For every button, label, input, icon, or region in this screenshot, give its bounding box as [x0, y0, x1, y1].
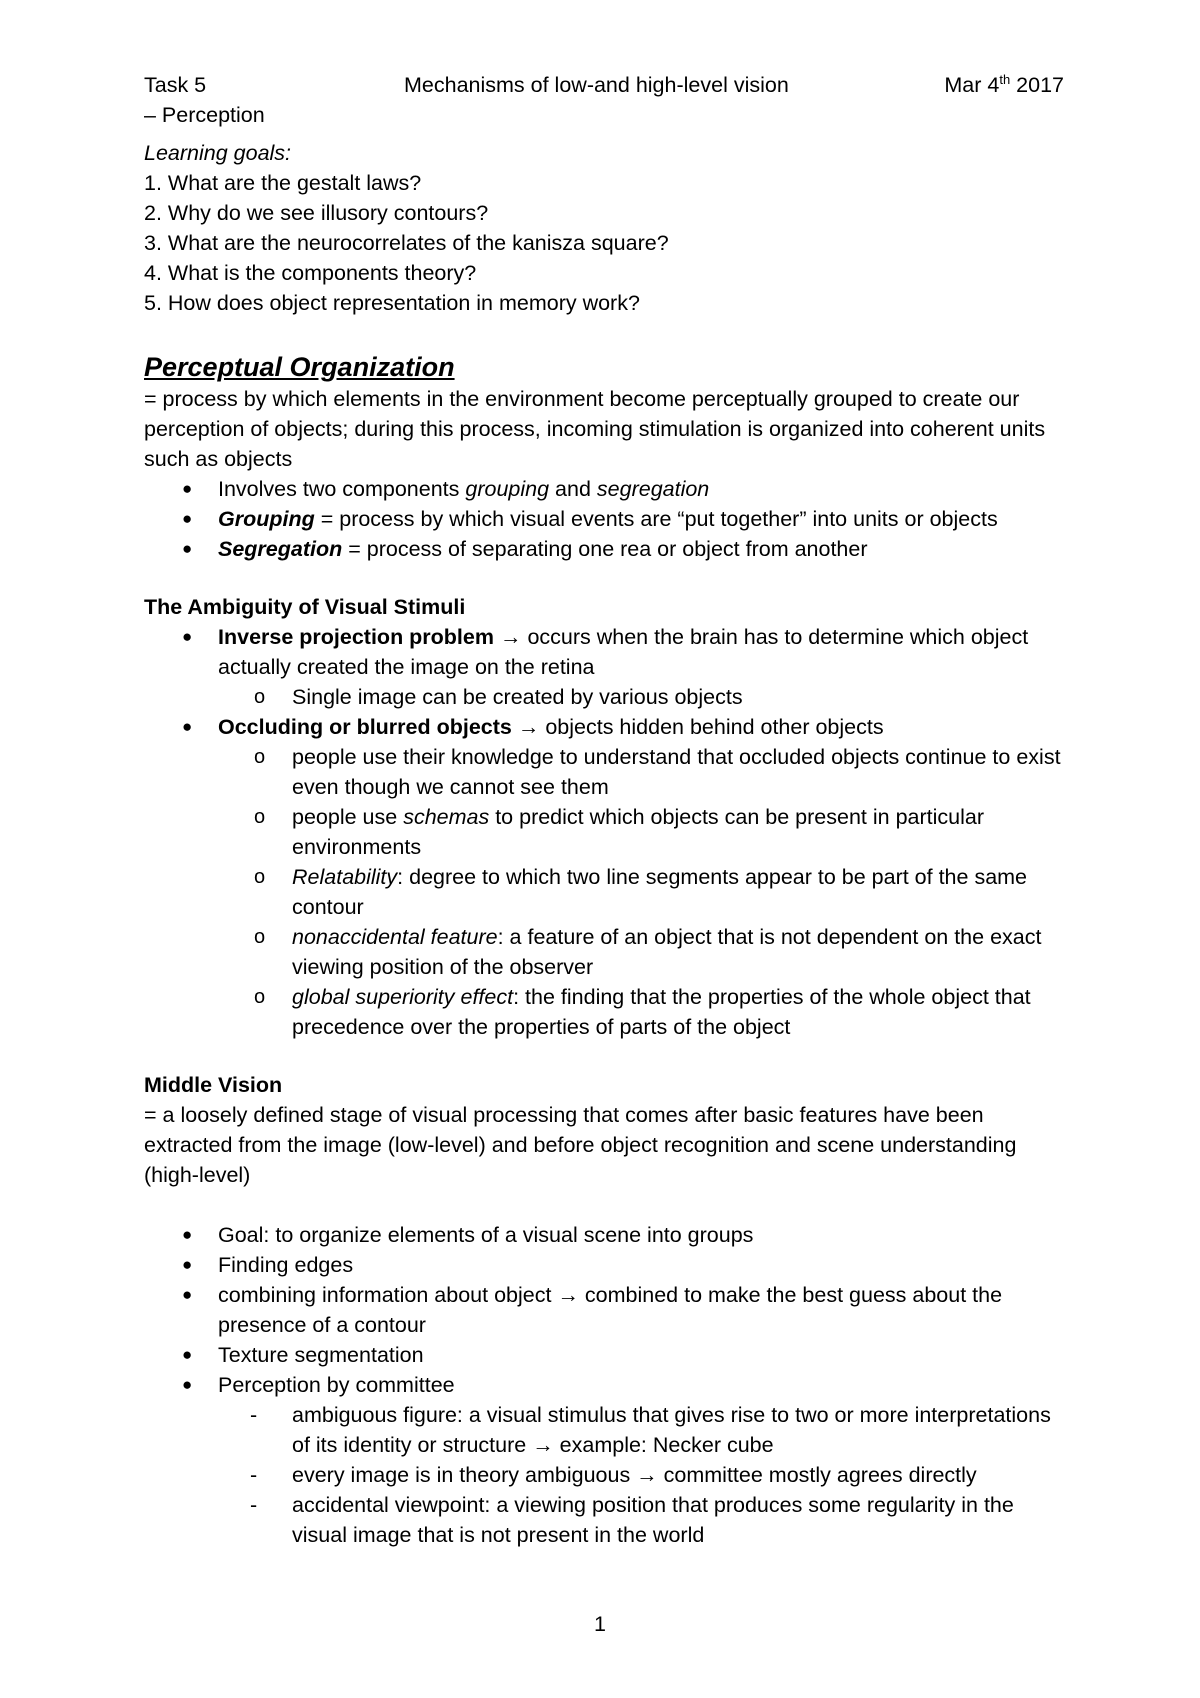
ambiguity-list [144, 622, 1064, 1042]
sub-list-item: - accidental viewpoint: a viewing position that produces some regularity in the visual image that is not present in the world [144, 1490, 1064, 1550]
sub-list-item: o Relatability: degree to which two line segments appear to be part of the same contour [144, 862, 1064, 922]
sub-list [218, 1400, 1064, 1550]
bullet-icon: ● [182, 539, 193, 558]
header-title: Mechanisms of low-and high-level vision [404, 73, 789, 97]
list-item: ● Involves two components grouping and segregation [144, 474, 1064, 504]
arrow-icon: → [557, 1283, 579, 1307]
bullet-icon: ● [182, 1345, 193, 1364]
middle-vision-definition: = a loosely defined stage of visual processing that comes after basic features have been extracted from the image (low-level) and before object recognition and scene understanding (high-level) [144, 1103, 1017, 1187]
page-number: 1 [594, 1612, 606, 1636]
list-item: ● combining information about object → combined to make the best guess about the presence of a contour [144, 1280, 1064, 1340]
sub-list-item: o nonaccidental feature: a feature of an object that is not dependent on the exact viewing position of the observer [144, 922, 1064, 982]
list-item: ● Perception by committee - ambiguous figure: a visual stimulus that gives rise to two or more interpretations of its identity or structure → example: Necker cube - every image is in theory ambiguous → committee mostly agrees directly - accidental viewpoint: a viewing position that produces some regularity in the visual image that is not present in the world [144, 1370, 1064, 1550]
list-item: ● Grouping = process by which visual events are “put together” into units or objects [144, 504, 1064, 534]
sub-list-item: o people use schemas to predict which objects can be present in particular environments [144, 802, 1064, 862]
circle-bullet-icon: o [254, 986, 266, 1008]
dash-bullet-icon: - [250, 1493, 258, 1517]
bullet-icon: ● [182, 479, 193, 498]
list-item: ● Inverse projection problem → occurs when the brain has to determine which object actually created the image on the retina o Single image can be created by various objects [144, 622, 1064, 712]
header-task: Task 5 [144, 73, 207, 97]
bullet-icon: ● [182, 1375, 193, 1394]
sub-list [218, 742, 1064, 1042]
goal-item: 3. What are the neurocorrelates of the kanisza square? [144, 231, 669, 255]
list-item: ● Occluding or blurred objects → objects hidden behind other objects o people use their knowledge to understand that occluded objects continue to exist even though we cannot see them o people use schemas to predict which objects can be present in particular environments o Relatability: degree to which two line segments appear to be part of the same contour o nonaccidental feature: a feature of an object that is not dependent on the exact viewing position of the observer o global superiority effect: the finding that the properties of the whole object that precedence over the properties of parts of the object [144, 712, 1064, 1042]
perceptual-organization-heading: Perceptual Organization [144, 352, 455, 382]
dash-bullet-icon: - [250, 1463, 258, 1487]
bullet-icon: ● [182, 1225, 193, 1244]
bullet-icon: ● [182, 717, 193, 736]
circle-bullet-icon: o [254, 806, 266, 828]
arrow-icon: → [517, 715, 540, 739]
goal-item: 4. What is the components theory? [144, 261, 477, 285]
bullet-icon: ● [182, 1255, 193, 1274]
header-subject: – Perception [144, 103, 265, 127]
ambiguity-heading: The Ambiguity of Visual Stimuli [144, 595, 466, 619]
header-date: Mar 4th 2017 [944, 72, 1064, 97]
perceptual-definition: = process by which elements in the environment become perceptually grouped to create our perception of objects; during this process, incoming stimulation is organized into coherent units such as objects [144, 387, 1046, 471]
bullet-icon: ● [182, 627, 193, 646]
circle-bullet-icon: o [254, 926, 266, 948]
circle-bullet-icon: o [254, 686, 266, 708]
perceptual-list [144, 474, 1064, 564]
sub-list-item: o people use their knowledge to understand that occluded objects continue to exist even though we cannot see them [144, 742, 1064, 802]
goal-item: 1. What are the gestalt laws? [144, 171, 422, 195]
bullet-icon: ● [182, 1285, 193, 1304]
sub-list-item: o global superiority effect: the finding that the properties of the whole object that precedence over the properties of parts of the object [144, 982, 1064, 1042]
bullet-icon: ● [182, 509, 193, 528]
goal-item: 2. Why do we see illusory contours? [144, 201, 489, 225]
sub-list-item: - ambiguous figure: a visual stimulus that gives rise to two or more interpretations of its identity or structure → example: Necker cube [144, 1400, 1064, 1460]
learning-goals-title: Learning goals: [144, 141, 292, 165]
list-item: ● Segregation = process of separating one rea or object from another [144, 534, 1064, 564]
middle-vision-heading: Middle Vision [144, 1073, 283, 1097]
page-header [144, 70, 1064, 100]
page-content [144, 70, 1064, 1550]
arrow-icon: → [532, 1433, 554, 1457]
circle-bullet-icon: o [254, 746, 266, 768]
list-item: ● Texture segmentation [144, 1340, 1064, 1370]
arrow-icon: → [636, 1463, 658, 1487]
list-item: ● Goal: to organize elements of a visual scene into groups [144, 1220, 1064, 1250]
dash-bullet-icon: - [250, 1403, 258, 1427]
arrow-icon: → [499, 625, 522, 649]
sub-list-item: - every image is in theory ambiguous → committee mostly agrees directly [144, 1460, 1064, 1490]
sub-list-item: o Single image can be created by various objects [144, 682, 1064, 712]
sub-list [218, 682, 1064, 712]
circle-bullet-icon: o [254, 866, 266, 888]
list-item: ● Finding edges [144, 1250, 1064, 1280]
goal-item: 5. How does object representation in memory work? [144, 291, 640, 315]
middle-vision-list [144, 1220, 1064, 1550]
